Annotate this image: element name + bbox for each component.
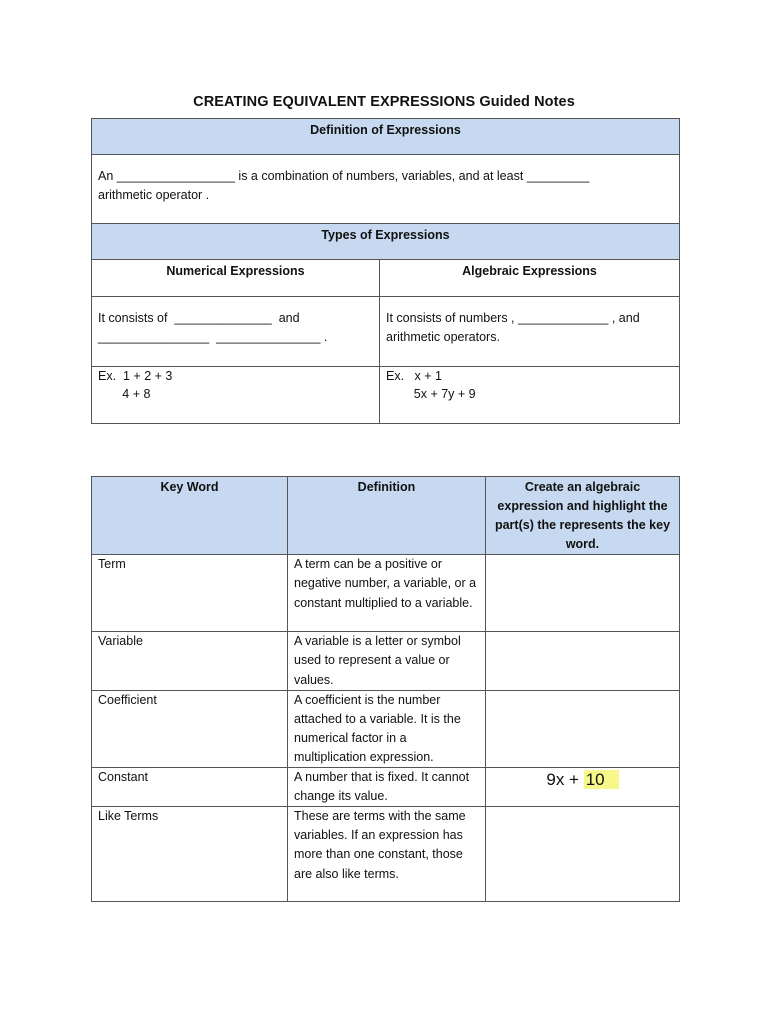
algebraic-header-cell <box>380 260 680 297</box>
numerical-example-line-2: 4 + 8 <box>98 387 151 401</box>
key-word-cell <box>92 555 288 632</box>
numerical-consists-line-2: ________________ _______________ . <box>98 330 328 344</box>
definition-header: Definition of Expressions <box>310 123 461 137</box>
key-words-table <box>91 476 680 902</box>
numerical-header-cell <box>92 260 380 297</box>
algebraic-header: Algebraic Expressions <box>462 264 597 278</box>
definition-text: A number that is fixed. It cannot change its value. <box>294 770 470 804</box>
table-row <box>92 632 680 690</box>
definition-text-cell <box>288 632 486 690</box>
table-row <box>92 807 680 902</box>
constant-example-expression <box>486 768 679 791</box>
key-word: Variable <box>98 634 143 649</box>
definition-line-2: arithmetic operator . <box>98 188 210 202</box>
table-row <box>92 690 680 767</box>
example-cell <box>486 555 680 632</box>
key-word: Like Terms <box>98 809 159 824</box>
example-plain-text: 9x + <box>546 770 584 790</box>
key-word: Coefficient <box>98 692 157 707</box>
create-expression-header-cell <box>486 477 680 555</box>
definition-text-cell <box>288 555 486 632</box>
definition-line-1: An _________________ is a combination of numbers, variables, and at least _________ <box>98 169 590 183</box>
example-cell <box>486 690 680 767</box>
highlighted-constant: 10 <box>584 770 619 789</box>
definition-text-cell <box>288 768 486 807</box>
key-word-header-cell <box>92 477 288 555</box>
definition-col-header-cell <box>288 477 486 555</box>
numerical-consists-line-1: It consists of ______________ and <box>98 311 300 325</box>
definition-cell <box>92 155 680 224</box>
algebraic-example-line-1: Ex. x + 1 <box>386 369 442 383</box>
expressions-table <box>91 118 680 424</box>
algebraic-consists-cell <box>380 297 680 367</box>
document-title: CREATING EQUIVALENT EXPRESSIONS Guided Notes <box>193 94 575 110</box>
numerical-example-cell <box>92 367 380 424</box>
example-cell <box>486 768 680 807</box>
types-header: Types of Expressions <box>321 228 450 242</box>
key-word: Constant <box>98 770 149 785</box>
example-cell <box>486 632 680 690</box>
definition-col-header: Definition <box>357 480 416 494</box>
algebraic-example-cell <box>380 367 680 424</box>
key-word-cell <box>92 632 288 690</box>
definition-text-cell <box>288 690 486 767</box>
key-word: Term <box>98 557 126 572</box>
key-word-header: Key Word <box>160 480 219 494</box>
numerical-header: Numerical Expressions <box>166 264 305 278</box>
definition-text: A term can be a positive or negative number, a variable, or a constant multiplied to a variable. <box>294 557 477 610</box>
definition-header-cell <box>92 119 680 155</box>
algebraic-consists-line-2: arithmetic operators. <box>386 330 500 344</box>
definition-text-cell <box>288 807 486 902</box>
algebraic-consists-line-1: It consists of numbers , _____________ , and <box>386 311 640 325</box>
definition-text: These are terms with the same variables. If an expression has more than one constant, those are also like terms. <box>294 809 466 881</box>
definition-text: A coefficient is the number attached to a variable. It is the numerical factor in a multiplication expression. <box>294 692 461 764</box>
table-row <box>92 768 680 807</box>
key-word-cell <box>92 690 288 767</box>
create-expression-header: Create an algebraic expression and highlight the part(s) the represents the key word. <box>494 480 671 552</box>
numerical-consists-cell <box>92 297 380 367</box>
key-word-cell <box>92 807 288 902</box>
table-row <box>92 555 680 632</box>
definition-text: A variable is a letter or symbol used to represent a value or values. <box>294 634 461 687</box>
numerical-example-line-1: Ex. 1 + 2 + 3 <box>98 369 173 383</box>
types-header-cell <box>92 224 680 260</box>
key-word-cell <box>92 768 288 807</box>
algebraic-example-line-2: 5x + 7y + 9 <box>386 387 476 401</box>
example-cell <box>486 807 680 902</box>
